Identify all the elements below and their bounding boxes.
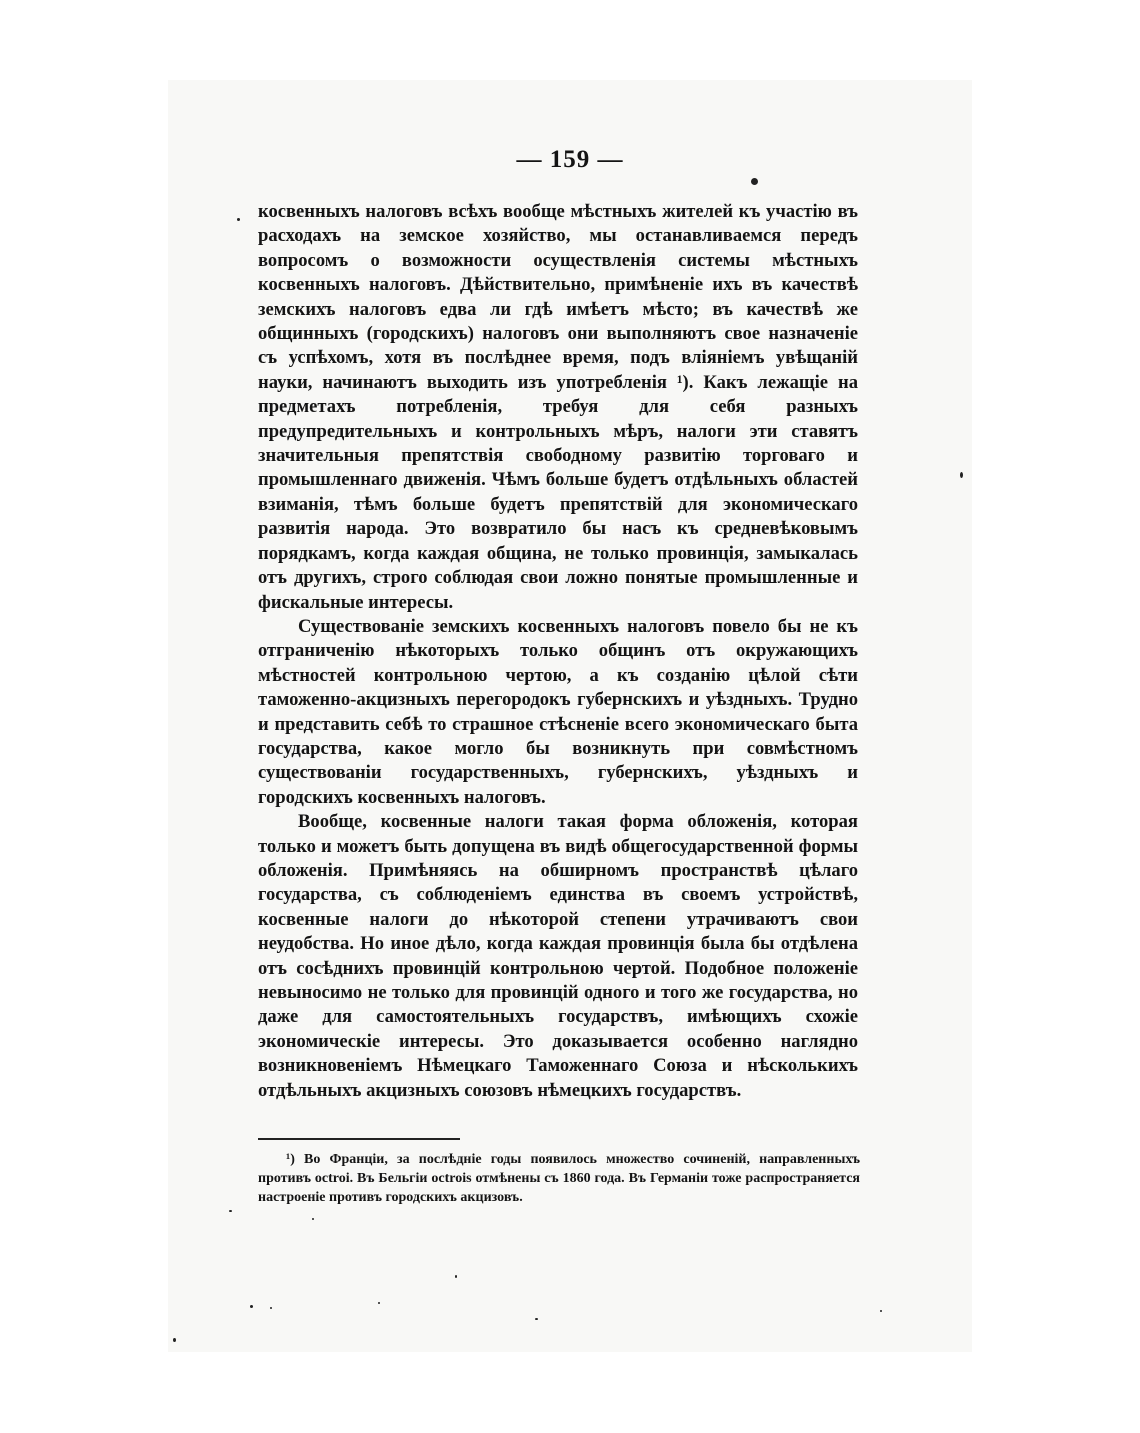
scan-speck	[173, 1338, 176, 1342]
scan-speck	[751, 178, 758, 185]
page-number: — 159 —	[516, 146, 624, 173]
scan-speck	[378, 1302, 380, 1304]
footnotes	[258, 1150, 860, 1207]
scan-speck	[237, 218, 240, 221]
scan-speck	[960, 472, 963, 478]
scan-speck	[312, 1218, 314, 1220]
paragraph: косвенныхъ налоговъ всѣхъ вообще мѣстныхъ жителей къ участію въ расходахъ на земское хозяйство, мы останавливаемся передъ вопросомъ о возможности осуществленія системы мѣстныхъ косвенныхъ налоговъ. Дѣйствительно, примѣненіе ихъ въ качествѣ земскихъ налоговъ едва ли гдѣ имѣетъ мѣсто; въ качествѣ же общинныхъ (городскихъ) налоговъ они выполняютъ свое назначеніе съ успѣхомъ, хотя въ послѣднее время, подъ вліяніемъ увѣщаній науки, начинаютъ выходить изъ употребленія ¹). Какъ лежащіе на предметахъ потребленія, требуя для себя разныхъ предупредительныхъ и контрольныхъ мѣръ, налоги эти ставятъ значительныя препятствія свободному развитію торговаго и промышленнаго движенія. Чѣмъ больше будетъ отдѣльныхъ областей взиманія, тѣмъ больше будетъ препятствій для экономическаго развитія народа. Это возвратило бы насъ къ средневѣковымъ порядкамъ, когда каждая община, не только провинція, замыкалась отъ другихъ, строго соблюдая свои ложно понятые промышленные и фискальные интересы.	[258, 201, 858, 613]
footnote: ¹) Во Франціи, за послѣдніе годы появилось множество сочиненій, направленныхъ противъ octroi. Въ Бельгіи octrois отмѣнены съ 1860 года. Въ Германіи тоже распространяется настроеніе противъ городскихъ акцизовъ.	[258, 1152, 860, 1205]
paragraph: Существованіе земскихъ косвенныхъ налоговъ повело бы не къ отграниченію нѣкоторыхъ только общинъ отъ окружающихъ мѣстностей контрольною чертою, а къ созданію цѣлой сѣти таможенно-акцизныхъ перегородокъ губернскихъ и уѣздныхъ. Трудно и представить себѣ то страшное стѣсненіе всего экономическаго быта государства, какое могло бы возникнуть при совмѣстномъ существованіи государственныхъ, губернскихъ, уѣздныхъ и городскихъ косвенныхъ налоговъ.	[258, 615, 858, 808]
scan-speck	[880, 1310, 882, 1312]
footnote-separator	[258, 1138, 460, 1140]
main-text	[258, 200, 858, 1103]
scan-speck	[229, 1210, 232, 1212]
scan-speck	[455, 1275, 457, 1278]
scan-speck	[250, 1305, 253, 1308]
paragraph: Вообще, косвенные налоги такая форма обложенія, которая только и можетъ быть допущена въ видѣ общегосударственной формы обложенія. Примѣняясь на обширномъ пространствѣ цѣлаго государства, съ соблюденіемъ единства въ своемъ устройствѣ, косвенные налоги до нѣкоторой степени утрачиваютъ свои неудобства. Но иное дѣло, когда каждая провинція была бы отдѣлена отъ сосѣднихъ провинцій контрольною чертой. Подобное положеніе невыносимо не только для провинцій одного и того же государства, но даже для самостоятельныхъ государствъ, имѣющихъ схожіе экономическіе интересы. Это доказывается особенно наглядно возникновеніемъ Нѣмецкаго Таможеннаго Союза и нѣсколькихъ отдѣльныхъ акцизныхъ союзовъ нѣмецкихъ государствъ.	[258, 811, 858, 1101]
scan-speck	[270, 1307, 272, 1309]
scan-speck	[535, 1318, 538, 1320]
